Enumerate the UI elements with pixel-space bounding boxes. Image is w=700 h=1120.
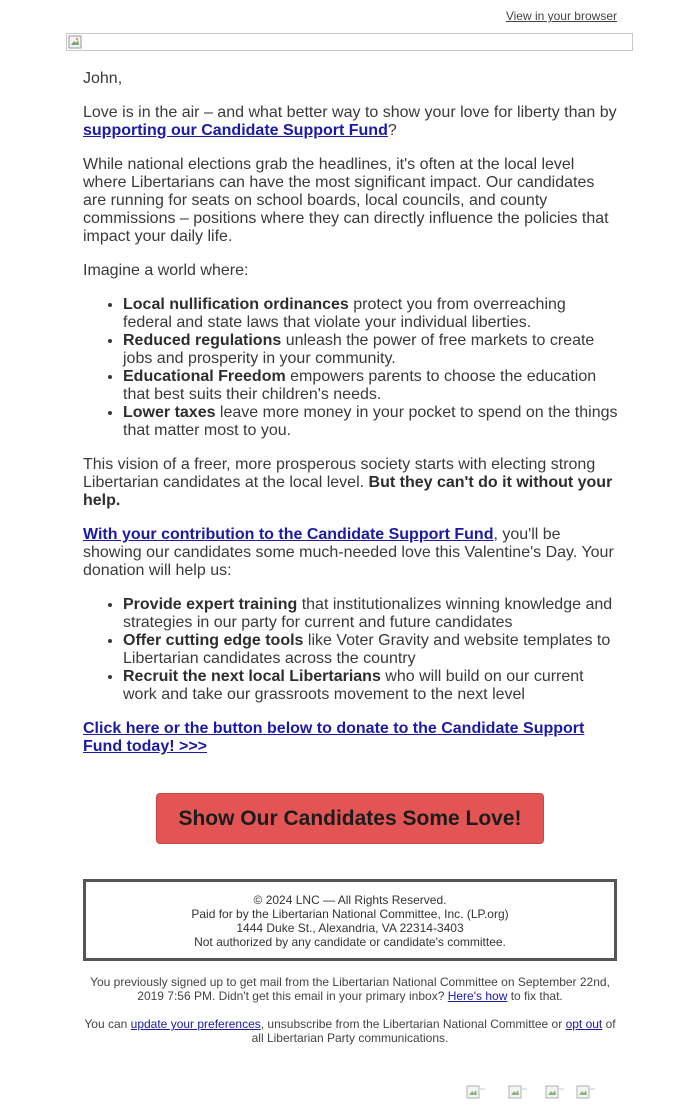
- show-love-button[interactable]: Show Our Candidates Some Love!: [156, 793, 544, 844]
- vision-text: This vision of a freer, more prosperous society starts with electing strong Libertarian candidates at the local level.: [83, 456, 596, 491]
- facebook-icon[interactable]: [466, 1085, 486, 1101]
- contribution-paragraph: [83, 526, 618, 580]
- list-item-bold: Educational Freedom: [123, 368, 286, 385]
- prefs-prefix: You can: [84, 1017, 131, 1031]
- list-item: [123, 296, 618, 332]
- footer-legal-box: [83, 879, 617, 961]
- list-item-bold: Local nullification ordinances: [123, 296, 349, 313]
- list-item-text: like Voter Gravity and website templates to Libertarian candidates across the country: [123, 632, 611, 667]
- preferences-note: [83, 1017, 617, 1045]
- intro-paragraph: [83, 104, 618, 140]
- instagram-icon[interactable]: [545, 1085, 565, 1101]
- list-item-text: leave more money in your pocket to spend on the things that matter most to you.: [123, 404, 618, 439]
- header-banner-image: [66, 33, 633, 51]
- list-item-text: that institutionalizes winning knowledge and strategies in our party for current and future candidates: [123, 596, 613, 631]
- intro-end: ?: [387, 122, 397, 139]
- list-item-bold: Offer cutting edge tools: [123, 632, 304, 649]
- heres-how-link[interactable]: Here's how: [447, 989, 508, 1003]
- list-item-bold: Recruit the next local Libertarians: [123, 668, 381, 685]
- copyright: © 2024 LNC — All Rights Reserved.: [253, 893, 447, 907]
- email-body: [83, 70, 618, 772]
- signup-text: You previously signed up to get mail from the Libertarian National Committee on September 22nd, 2019 7:56 PM. Didn't get this email in your primary inbox?: [90, 975, 610, 1003]
- opt-out-link[interactable]: opt out: [565, 1017, 603, 1031]
- paid-for-notice: Paid for by the Libertarian National Committee, Inc. (LP.org): [191, 907, 509, 921]
- donate-paragraph: [83, 720, 618, 756]
- list-item: [123, 632, 618, 668]
- prefs-middle: , unsubscribe from the Libertarian National Committee or: [260, 1017, 566, 1031]
- imagine-paragraph: Imagine a world where:: [83, 262, 249, 279]
- view-in-browser: [506, 9, 617, 23]
- list-item-bold: Provide expert training: [123, 596, 298, 613]
- youtube-icon[interactable]: [576, 1085, 596, 1101]
- intro-text: Love is in the air – and what better way to show your love for liberty than by: [83, 104, 617, 121]
- help-list: [83, 596, 618, 704]
- list-item: [123, 668, 618, 704]
- local-level-paragraph: While national elections grab the headlines, it's often at the local level where Libertarians can have the most significant impact. Our candidates are running for seats on school boards, local councils, and county commissions – positions where they can directly influence the policies that impact your daily life.: [83, 156, 609, 245]
- vision-bold: But they can't do it without your help.: [83, 474, 613, 509]
- update-preferences-link[interactable]: update your preferences: [130, 1017, 261, 1031]
- list-item-text: empowers parents to choose the education that best suits their children's needs.: [123, 368, 597, 403]
- world-list: [83, 296, 618, 440]
- contribution-link[interactable]: With your contribution to the Candidate Support Fund: [83, 526, 494, 543]
- list-item: [123, 596, 618, 632]
- vision-paragraph: [83, 456, 618, 510]
- social-icons: [466, 1085, 626, 1105]
- address: 1444 Duke St., Alexandria, VA 22314-3403: [236, 921, 464, 935]
- list-item-text: protect you from overreaching federal and state laws that violate your individual liberties.: [123, 296, 566, 331]
- broken-image-icon: [68, 35, 82, 49]
- contribution-text: , you'll be showing our candidates some much-needed love this Valentine's Day. Your donation will help us:: [83, 526, 614, 579]
- list-item: [123, 368, 618, 404]
- greeting: John,: [83, 70, 123, 87]
- signup-end: to fix that.: [507, 989, 563, 1003]
- prefs-suffix: of all Libertarian Party communications.: [251, 1017, 616, 1045]
- twitter-icon[interactable]: [508, 1085, 528, 1101]
- list-item: [123, 404, 618, 440]
- signup-note: [83, 975, 617, 1003]
- candidate-fund-link[interactable]: supporting our Candidate Support Fund: [83, 122, 388, 139]
- list-item-text: who will build on our current work and take our grassroots movement to the next level: [123, 668, 584, 703]
- donate-link[interactable]: Click here or the button below to donate to the Candidate Support Fund today! >>>: [83, 720, 585, 755]
- list-item: [123, 332, 618, 368]
- list-item-text: unleash the power of free markets to create jobs and prosperity in your community.: [123, 332, 595, 367]
- cta-container: [0, 793, 700, 844]
- list-item-bold: Reduced regulations: [123, 332, 282, 349]
- disclaimer: Not authorized by any candidate or candidate's committee.: [194, 935, 506, 949]
- view-in-browser-link[interactable]: View in your browser: [505, 9, 617, 23]
- list-item-bold: Lower taxes: [123, 404, 216, 421]
